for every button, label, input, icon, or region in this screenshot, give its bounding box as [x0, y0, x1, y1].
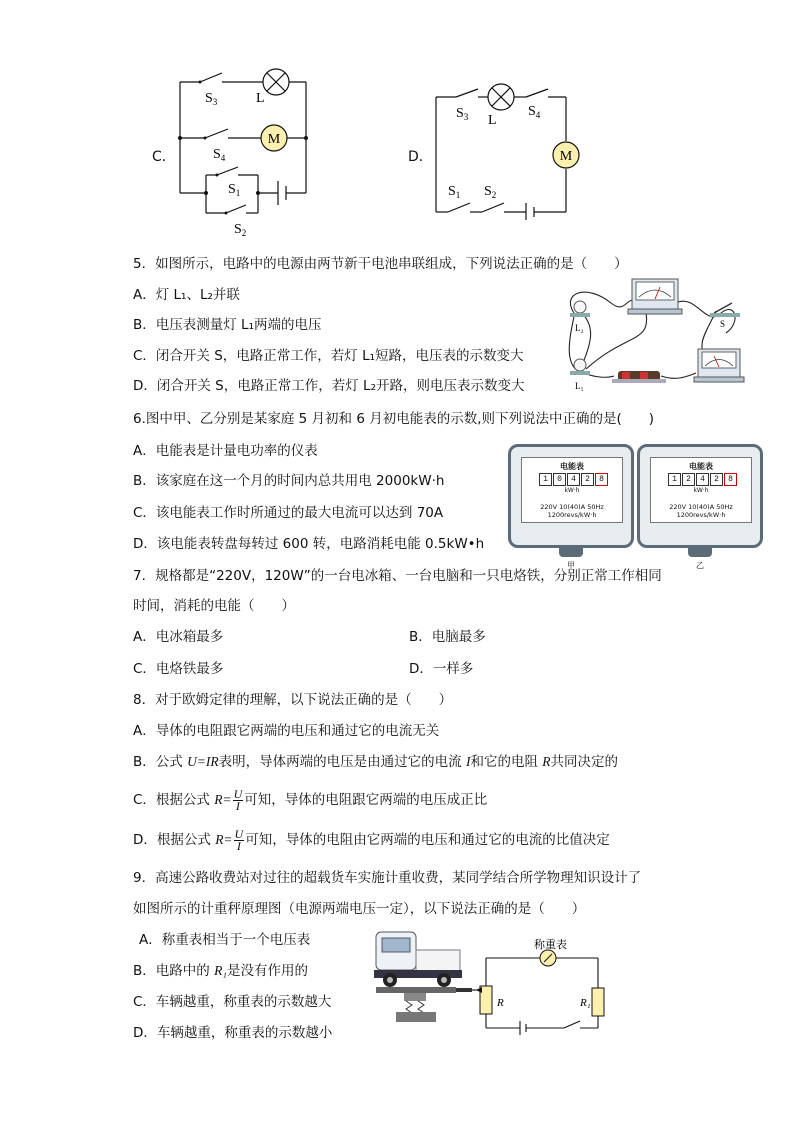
q9-option-c[interactable]: C．车辆越重，称重表的示数越大 [133, 994, 332, 1010]
q8-d-symbol-r: R= [215, 832, 233, 847]
lamp-label: L [256, 91, 265, 106]
q8-d-text: D．根据公式 [133, 832, 216, 848]
meter-spec-rating: 220V 10(40)A 50Hz [540, 503, 604, 511]
meter-foot [559, 545, 583, 557]
q8-b-formula: U=IR [187, 754, 219, 769]
meter-caption: 乙 [696, 561, 704, 570]
q8-b-text: 表明，导体两端的电压是由通过它的电流 [218, 754, 466, 770]
q9-option-b[interactable] [133, 962, 308, 980]
q6-option-b[interactable]: B．该家庭在这一个月的时间内总共用电 2000kW·h [133, 473, 445, 489]
meter-digit: 2 [682, 473, 695, 486]
q7-option-b[interactable]: B．电脑最多 [409, 629, 486, 645]
q5-option-b[interactable]: B．电压表测量灯 L₁两端的电压 [133, 317, 322, 333]
q9-b-text: 是没有作用的 [227, 963, 309, 979]
meter-digit: 4 [567, 473, 580, 486]
q9-option-d[interactable]: D．车辆越重，称重表的示数越小 [133, 1025, 333, 1041]
q8-b-text: 和它的电阻 [470, 754, 543, 770]
q8-option-a[interactable]: A．导体的电阻跟它两端的电压和通过它的电流无关 [133, 723, 440, 739]
switch-s1-label: $S_1$ [448, 184, 461, 200]
q5-option-a[interactable]: A．灯 L₁、L₂并联 [133, 287, 240, 303]
fraction-numerator: U [233, 786, 243, 801]
meter-spec-revs: 1200revs/kW·h [676, 511, 726, 519]
q5-option-d[interactable]: D．闭合开关 S，电路正常工作，若灯 L₂开路，则电压表示数变大 [133, 378, 525, 394]
scale-meter-label: 称重表 [534, 939, 567, 951]
meter-foot [688, 545, 712, 557]
q8-c-symbol-r: R= [214, 792, 232, 807]
meter-spec [651, 503, 751, 519]
q9-stem-line1: 9．高速公路收费站对过往的超载货车实施计重收费，某同学结合所学物理知识设计了 [133, 870, 642, 886]
motor-label: M [559, 149, 573, 164]
q8-b-text: 共同决定的 [550, 754, 619, 770]
meter-spec [522, 503, 622, 519]
motor-label: M [267, 132, 281, 147]
lamp-label: L [488, 113, 497, 128]
q8-option-b[interactable] [133, 753, 618, 771]
truck-icon [374, 932, 462, 987]
q5-stem: 5．如图所示，电路中的电源由两节新干电池串联组成，下列说法正确的是（ ） [133, 256, 628, 272]
q6-option-c[interactable]: C．该电能表工作时所通过的最大电流可以达到 70A [133, 505, 444, 521]
meter-window [650, 457, 752, 523]
q5-circuit-figure [556, 273, 746, 393]
switch-s4-label: $S_4$ [528, 104, 541, 120]
meter-digits [539, 473, 609, 486]
q9-b-symbol-r1: R₁ [214, 963, 228, 978]
meter-title: 电能表 [560, 462, 584, 471]
fraction-denominator: I [235, 798, 240, 813]
q7-option-a[interactable]: A．电冰箱最多 [133, 629, 224, 645]
switch-s2-label: $S_2$ [484, 184, 497, 200]
meter-digit: 4 [696, 473, 709, 486]
switch-s1-label: $S_1$ [228, 182, 241, 198]
q6-option-d[interactable]: D．该电能表转盘每转过 600 转，电路消耗电能 0.5kW•h [133, 536, 485, 552]
q7-stem-line2: 时间，消耗的电能（ ） [133, 598, 295, 614]
circuit-d-diagram [430, 75, 590, 220]
meter-spec-revs: 1200revs/kW·h [547, 511, 597, 519]
energy-meter-jia [508, 444, 634, 570]
q8-c-text: C．根据公式 [133, 792, 215, 808]
q8-b-symbol-r: R [542, 754, 551, 769]
meter-digit: 2 [710, 473, 723, 486]
meter-unit: kW·h [564, 487, 580, 494]
fraction-numerator: U [234, 826, 244, 841]
meter-digit: 1 [539, 473, 552, 486]
meter-digit-decimal: 8 [724, 473, 737, 486]
q5-fig-l1-label: L₁ [575, 381, 584, 391]
q8-option-d[interactable] [133, 826, 610, 854]
q8-c-text: 可知，导体的电阻跟它两端的电压成正比 [244, 792, 488, 808]
q9-b-text: B．电路中的 [133, 963, 215, 979]
energy-meter-yi [637, 444, 763, 570]
meter-digit: 2 [581, 473, 594, 486]
circuit-c-option-label: C． [152, 149, 176, 165]
q9-option-a[interactable]: A．称重表相当于一个电压表 [139, 932, 311, 948]
switch-s3-label: $S_3$ [205, 91, 218, 107]
meter-unit: kW·h [693, 487, 709, 494]
circuit-c-diagram [170, 65, 320, 240]
q8-b-text: B．公式 [133, 754, 188, 770]
meter-digit-decimal: 8 [595, 473, 608, 486]
meter-digit: 1 [668, 473, 681, 486]
q7-option-c[interactable]: C．电烙铁最多 [133, 661, 224, 677]
switch-s4-label: $S_4$ [213, 147, 226, 163]
q8-d-fraction [234, 826, 245, 853]
circuit-d-option-label: D． [408, 149, 433, 165]
resistor-r-label: R [497, 997, 504, 1009]
q8-option-c[interactable] [133, 786, 487, 814]
q5-fig-s-label: S [720, 319, 726, 329]
q5-option-c[interactable]: C．闭合开关 S，电路正常工作，若灯 L₁短路，电压表的示数变大 [133, 348, 524, 364]
meter-digits [668, 473, 738, 486]
q8-stem: 8．对于欧姆定律的理解，以下说法正确的是（ ） [133, 692, 453, 708]
q8-d-text: 可知，导体的电阻由它两端的电压和通过它的电流的比值决定 [245, 832, 610, 848]
q6-stem: 6.图中甲、乙分别是某家庭 5 月初和 6 月初电能表的示数,则下列说法中正确的是( ) [133, 411, 655, 427]
q7-stem-line1: 7．规格都是“220V，120W”的一台电冰箱、一台电脑和一只电烙铁，分别正常工作相同 [133, 568, 662, 584]
q9-stem-line2: 如图所示的计重秤原理图（电源两端电压一定），以下说法正确的是（ ） [133, 901, 586, 917]
q6-option-a[interactable]: A．电能表是计量电功率的仪表 [133, 443, 318, 459]
meter-title: 电能表 [689, 462, 713, 471]
q9-weighing-circuit-figure [366, 928, 612, 1043]
q7-option-d[interactable]: D．一样多 [409, 661, 474, 677]
meter-caption: 甲 [567, 561, 575, 570]
switch-s2-label: $S_2$ [234, 222, 247, 238]
resistor-r1-label: R₁ [580, 997, 591, 1009]
switch-s3-label: $S_3$ [456, 106, 469, 122]
q5-fig-l2-label: L₂ [575, 323, 584, 333]
q8-b-symbol-i: I [465, 754, 471, 769]
meter-spec-rating: 220V 10(40)A 50Hz [669, 503, 733, 511]
q8-c-fraction [233, 786, 244, 813]
meter-window [521, 457, 623, 523]
meter-digit: 0 [553, 473, 566, 486]
fraction-denominator: I [236, 838, 241, 853]
